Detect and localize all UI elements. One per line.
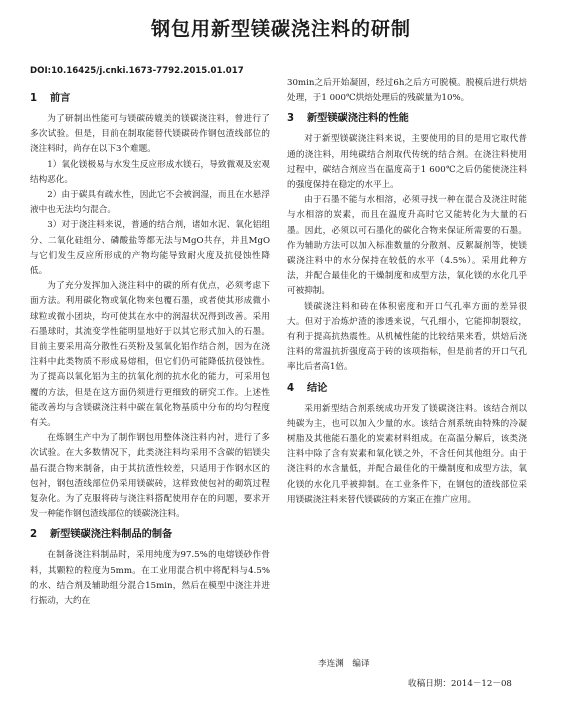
paragraph: 为了充分发挥加入浇注料中的碳的所有优点，必须考虑下面方法。利用碳化物或氧化物来包覆石墨，或者使其形成微小球粒或微小团块，均可使其在水中的润湿状况得到改善。采用石墨球时，其流变学性能明显地好于以其它形式加入的石墨。目前主要采用高分散性石英粉及氢氧化铝作结合剂，因为在浇注料中此类物质不形成易熔相，但它们仍可能降低抗侵蚀性。为了提高以氧化铝为主的抗氧化剂的抗水化的能力，可采用包覆的方法，但是在这方面仍须进行更细致的研究工作。上述性能改善均与含镁碳浇注料中碳在氧化物基质中分布的均匀程度有关。 (30, 281, 270, 429)
paragraph: 由于石墨不能与水相溶，必须寻找一种在混合及浇注时能与水相溶的炭素，而且在温度升高时它又能转化为大量的石墨。因此，必须以可石墨化的碳化合物来保证所需要的石墨。作为辅助方法可以加入标准数量的分散剂、反絮凝剂等，使镁碳浇注料中的水分保持在较低的水平（4.5%）。采用此种方法，并配合最佳化的干燥制度和成型方法，氧化镁的水化几乎可被抑制。 (287, 195, 527, 297)
section-number: 3 (287, 113, 295, 125)
left-column (30, 86, 270, 609)
paper-title: 钢包用新型镁碳浇注料的研制 (150, 18, 411, 40)
paragraph: 30min之后开始凝固，经过6h之后方可脱模。脱模后进行烘焙处理，于1 000℃烘焙处理后的残碳量为10%。 (287, 78, 527, 104)
section-4-heading (287, 381, 527, 397)
received-date: 收稿日期：2014－12－08 (408, 679, 512, 689)
doi-line: DOI:10.16425/j.cnki.1673-7792.2015.01.017 (30, 66, 244, 76)
right-column (287, 76, 527, 508)
paragraph: 3）对于浇注料来说，普通的结合剂，诸如水泥、氧化铝组分、二氧化硅组分、磷酸盐等都无法与MgO共存，并且MgO与它们发生反应所形成的产物均能导致耐火度及抗侵蚀性降低。 (30, 220, 270, 277)
section-number: 2 (30, 529, 38, 541)
section-2-heading (30, 527, 270, 543)
section-1-heading (30, 91, 270, 107)
section-number: 4 (287, 382, 295, 394)
paragraph: 在炼钢生产中为了制作钢包用整体浇注料内衬，进行了多次试验。在大多数情况下，此类浇注料均采用不含碳的铝镁尖晶石混合物来制备，由于其抗渣性较差，只适用于作钢水区的包衬，钢包渣线部位仍采用镁碳砖，这样致使包衬的砌筑过程复杂化。为了克服将砖与浇注料搭配使用存在的问题，要求开发一种能作钢包渣线部位的镁碳浇注料。 (30, 433, 270, 520)
paragraph: 镁碳浇注料和砖在体积密度和开口气孔率方面的差异很大。但对于冶炼炉渣的渗透来说，气孔细小，它能抑制裂纹，有利于提高抗热震性。从机械性能的比较结果来看，烘焙后浇注料的常温抗折强度高于砖的该项指标，但是前者的开口气孔率比后者高1倍。 (287, 301, 527, 373)
section-title: 新型镁碳浇注料制品的制备 (50, 529, 173, 541)
paragraph: 为了研制出性能可与镁碳砖媲美的镁碳浇注料，曾进行了多次试验。但是，目前在制取能替代镁碳砖作钢包渣线部位的浇注料时，尚存在以下3个难题。 (30, 114, 270, 155)
paragraph: 采用新型结合剂系统成功开发了镁碳浇注料。该结合剂以纯碳为主，也可以加入少量的水。该结合剂系统由特殊的冷凝树脂及其他能石墨化的炭素材料组成。在高温分解后，该类浇注料中除了含有炭素和氧化镁之外，不含任何其他组分。由于浇注料的水含量低，并配合最佳化的干燥制度和成型方法，氧化镁的水化几乎被抑制。在工业条件下，在钢包的渣线部位采用镁碳浇注料来替代镁碳砖的方案正在推广应用。 (287, 403, 527, 505)
paragraph: 1）氧化镁极易与水发生反应形成水镁石，导致微观及宏观结构恶化。 (30, 159, 270, 185)
section-title: 结论 (307, 382, 328, 394)
section-title: 前言 (50, 93, 71, 104)
paragraph: 2）由于碳具有疏水性，因此它不会被润湿，而且在水悬浮液中也无法均匀混合。 (30, 190, 270, 216)
section-3-heading (287, 111, 527, 127)
section-number: 1 (30, 93, 38, 104)
paragraph: 对于新型镁碳浇注料来说，主要使用的目的是用它取代普通的浇注料，用纯碳结合剂取代传统的结合剂。在浇注料使用过程中，碳结合剂应当在温度高于1 600℃之后仍能使浇注料的强度保持在稳定的水平上。 (287, 134, 527, 191)
paragraph: 在制备浇注料制品时，采用纯度为97.5%的电熔镁砂作骨料，其颗粒的粒度为5mm。在工业用混合机中将配料与4.5%的水、结合剂及辅助组分混合15min，然后在模型中浇注并进行振动，大约在 (30, 550, 270, 607)
editor-credit: 李连渊 编译 (318, 659, 370, 669)
section-title: 新型镁碳浇注料的性能 (307, 113, 409, 125)
